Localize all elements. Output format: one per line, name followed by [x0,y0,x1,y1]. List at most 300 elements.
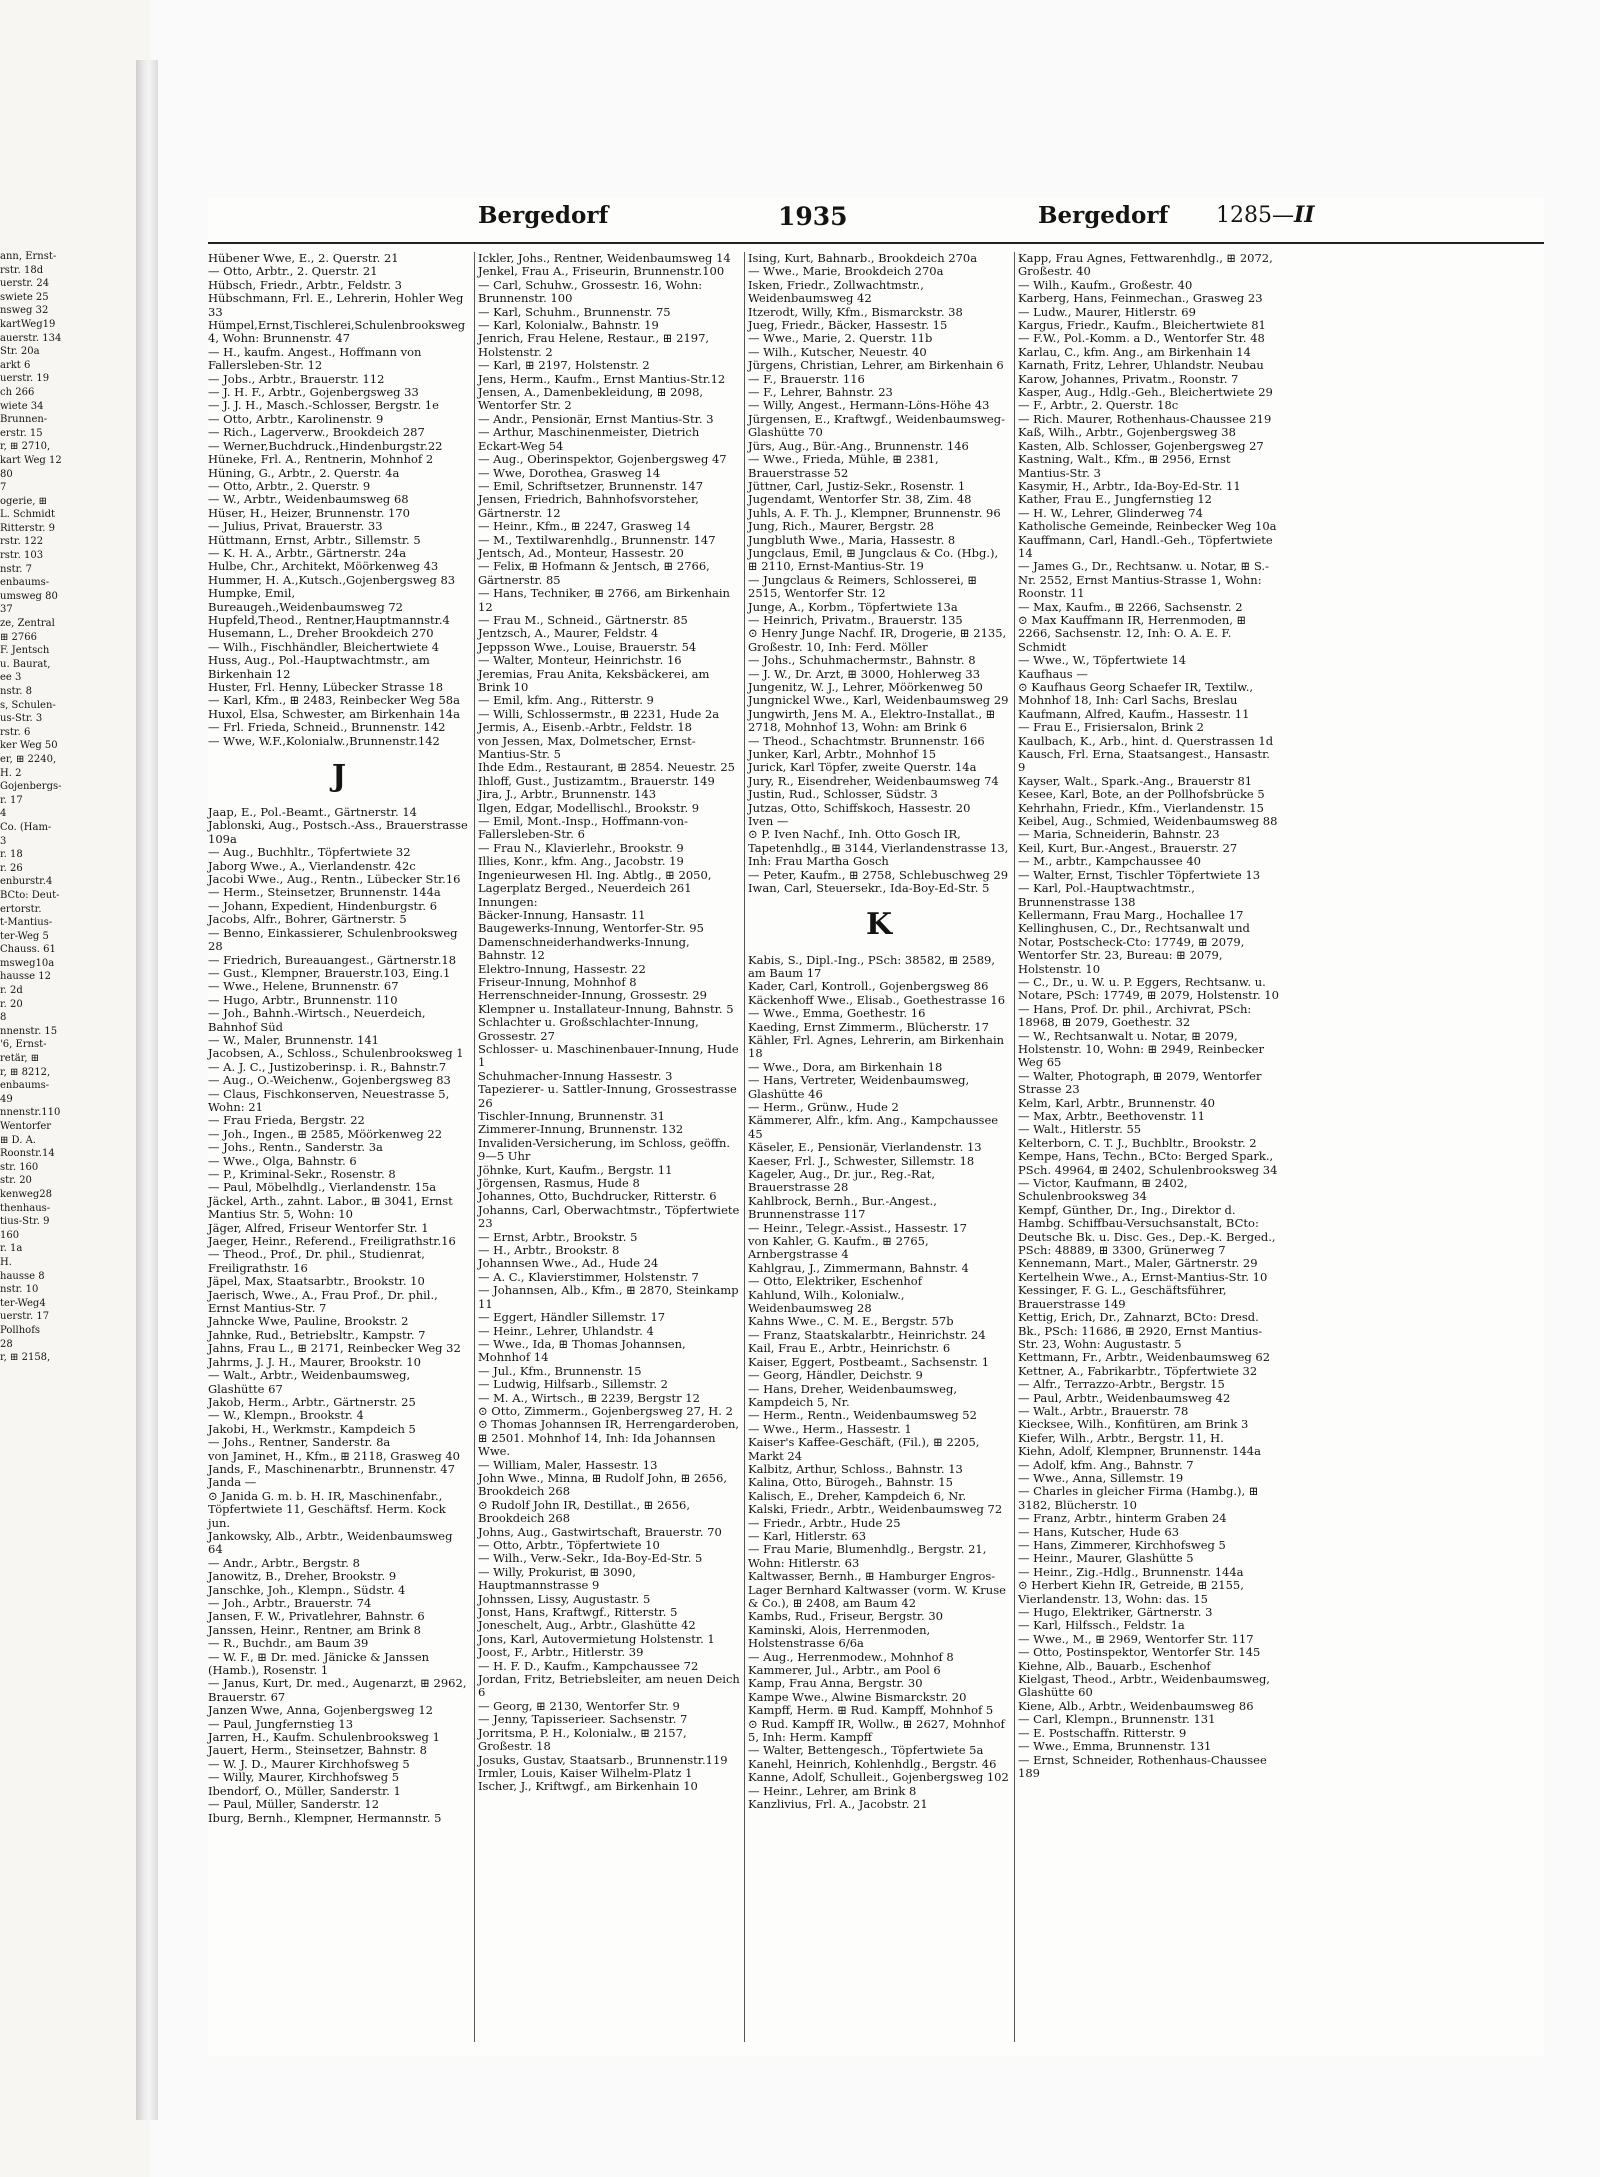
directory-entry: — Karl, Pol.-Hauptwachtmstr., Brunnenstrasse 138 [1018,881,1199,909]
directory-entry: — Johannsen, Alb., Kfm., ⊞ 2870, Steinkamp 11 [478,1283,743,1311]
directory-entry: — Johs., Rentn., Sanderstr. 3a [208,1140,383,1155]
directory-entry: — Otto, Arbtr., Karolinenstr. 9 [208,411,384,426]
directory-entry: Jansen, F. W., Privatlehrer, Bahnstr. 6 [208,1609,425,1624]
directory-entry: Hübschmann, Frl. E., Lehrerin, Hohler Weg 33 [208,291,468,319]
directory-entry: — Frau E., Frisiersalon, Brink 2 [1018,720,1204,735]
left-edge-line: Roonstr.14 [0,1148,55,1160]
directory-entry: — Walt., Arbtr., Weidenbaumsweg, Glashütte 67 [208,1368,414,1396]
left-edge-line: 28 [0,1338,13,1350]
directory-entry: Janschke, Joh., Klempn., Südstr. 4 [208,1582,406,1597]
directory-entry: — Ernst, Arbtr., Brookstr. 5 [478,1229,638,1244]
directory-entry: — Jenny, Tapisserieer. Sachsenstr. 7 [478,1712,688,1727]
directory-entry: — Heinr., Lehrer, Uhlandstr. 4 [478,1323,654,1338]
directory-entry: Jeremias, Frau Anita, Keksbäckerei, am Brink 10 [478,666,714,694]
directory-entry: Josuks, Gustav, Staatsarb., Brunnenstr.119 [478,1752,728,1767]
directory-entry: Justin, Rud., Schlosser, Südstr. 3 [748,787,938,802]
directory-entry: Ihloff, Gust., Justizamtm., Brauerstr. 149 [478,773,715,788]
left-edge-line: uerstr. 24 [0,278,50,290]
left-edge-line: L. Schmidt [0,509,55,521]
left-edge-line: rstr. 122 [0,536,44,548]
header-rule [208,242,1544,244]
directory-entry: — Hugo, Arbtr., Brunnenstr. 110 [208,992,398,1007]
directory-entry: — Karl, Kolonialw., Bahnstr. 19 [478,318,659,333]
directory-entry: Damenschneiderhandwerks-Innung, Bahnstr. 12 [478,934,694,963]
directory-entry: Jüttner, Carl, Justiz-Sekr., Rosenstr. 1 [748,478,966,493]
directory-entry: — Wilh., Verw.-Sekr., Ida-Boy-Ed-Str. 5 [478,1551,703,1566]
directory-entry: Kamp, Frau Anna, Bergstr. 30 [748,1676,923,1691]
directory-entry: Johannes, Otto, Buchdrucker, Ritterstr. 6 [478,1189,717,1204]
left-edge-line: str. 20 [0,1175,32,1187]
left-edge-line: thenhaus- [0,1202,51,1214]
left-edge-line: hausse 12 [0,971,51,983]
directory-entry: Kaufhaus — [1018,666,1088,681]
directory-entry: — W., Klempn., Brookstr. 4 [208,1408,364,1423]
directory-entry: Elektro-Innung, Hassestr. 22 [478,961,646,976]
directory-entry: — Benno, Einkassierer, Schulenbrooksweg 28 [208,925,462,954]
directory-entry: Jutzas, Otto, Schiffskoch, Hassestr. 20 [748,800,971,815]
directory-entry: — Frau Marie, Blumenhdlg., Bergstr. 21, Wohn: Hitlerstr. 63 [748,1542,991,1570]
directory-entry: Karlau, C., kfm. Ang., am Birkenhain 14 [1018,344,1251,359]
left-edge-line: umsweg 80 [0,590,58,602]
directory-entry: — Otto, Arbtr., Töpfertwiete 10 [478,1538,660,1552]
left-edge-line: r. 17 [0,794,23,806]
directory-entry: Jorritsma, P. H., Kolonialw., ⊞ 2157, Großestr. 18 [478,1725,691,1754]
directory-entry: Hüneke, Frl. A., Rentnerin, Mohnhof 2 [208,452,434,467]
left-edge-line: 7 [0,482,7,494]
directory-entry: — Hans, Zimmerer, Kirchhofsweg 5 [1018,1538,1226,1552]
directory-entry: — Willy, Maurer, Kirchhofsweg 5 [208,1770,400,1785]
directory-entry: Kayser, Walt., Spark.-Ang., Brauerstr 81 [1018,773,1253,788]
directory-entry: — H., Arbtr., Brookstr. 8 [478,1243,620,1258]
directory-entry: — P., Kriminal-Sekr., Rosenstr. 8 [208,1167,396,1181]
left-edge-line: r. 18 [0,849,23,861]
directory-entry: von Jessen, Max, Dolmetscher, Ernst-Mantius-Str. 5 [478,733,696,762]
directory-entry: — Frau N., Klavierlehr., Brookstr. 9 [478,840,684,855]
directory-entry: Kambs, Rud., Friseur, Bergstr. 30 [748,1609,943,1624]
directory-entry: Joost, F., Arbtr., Hitlerstr. 39 [478,1645,644,1660]
directory-entry: Jäger, Alfred, Friseur Wentorfer Str. 1 [208,1220,429,1235]
left-edge-line: ze, Zentral [0,618,55,630]
directory-entry: Keibel, Aug., Schmied, Weidenbaumsweg 88 [1018,814,1278,829]
directory-entry: Hümpel,Ernst,Tischlerei,Schulenbrooksweg 4, Wohn: Brunnenstr. 47 [208,318,469,346]
directory-entry: — A. C., Klavierstimmer, Holstenstr. 7 [478,1269,699,1284]
left-edge-line: hausse 8 [0,1270,45,1282]
directory-entry: Jugendamt, Wentorfer Str. 38, Zim. 48 [748,492,972,507]
directory-entry: — Wilh., Fischhändler, Bleichertwiete 4 [208,639,440,654]
column-divider [744,252,745,2042]
directory-entry: — Otto, Arbtr., 2. Querstr. 21 [208,264,378,279]
directory-entry: Hüttmann, Ernst, Arbtr., Sillemstr. 5 [208,532,421,547]
directory-entry: Schlosser- u. Maschinenbauer-Innung, Hude 1 [478,1041,743,1070]
directory-entry: — Wilh., Kutscher, Neuestr. 40 [748,344,927,359]
directory-entry: ⊙ P. Iven Nachf., Inh. Otto Gosch IR, Tapetenhdlg., ⊞ 3144, Vierlandenstrasse 13, Inh: Frau Martha Gosch [748,827,1012,869]
left-edge-line: nstr. 7 [0,563,32,575]
directory-entry: Innungen: [478,894,538,909]
directory-entry: Itzerodt, Willy, Kfm., Bismarckstr. 38 [748,304,963,319]
directory-entry: Jurick, Karl Töpfer, zweite Querstr. 14a [748,760,977,775]
directory-entry: — Joh., Ingen., ⊞ 2585, Möörkenweg 22 [208,1126,443,1141]
directory-entry: Hupfeld,Theod., Rentner,Hauptmannstr.4 [208,612,450,627]
directory-entry: Jürgensen, E., Kraftwgf., Weidenbaumsweg-Glashütte 70 [748,411,1005,440]
directory-entry: Kaß, Wilh., Arbtr., Gojenbergsweg 38 [1018,425,1236,440]
directory-entry: — Franz, Staatskalarbtr., Heinrichstr. 24 [748,1327,986,1342]
directory-entry: Kaiser's Kaffee-Geschäft, (Fil.), ⊞ 2205, Markt 24 [748,1435,984,1463]
left-edge-line: auerstr. 134 [0,332,62,344]
directory-entry: Kanne, Adolf, Schulleit., Gojenbergsweg 102 [748,1770,1009,1785]
directory-entry: — Walter, Monteur, Heinrichstr. 16 [478,653,682,668]
directory-entry: — Jul., Kfm., Brunnenstr. 15 [478,1363,642,1378]
directory-entry: Ilgen, Edgar, Modellischl., Brookstr. 9 [478,800,700,815]
directory-entry: Jahrms, J. J. H., Maurer, Brookstr. 10 [208,1354,421,1369]
directory-entry: Jacobs, Alfr., Bohrer, Gärtnerstr. 5 [208,912,407,927]
directory-entry: — Julius, Privat, Brauerstr. 33 [208,519,383,534]
directory-entry: Illies, Konr., kfm. Ang., Jacobstr. 19 [478,854,684,869]
directory-entry: — F., Brauerstr. 116 [748,371,865,386]
left-edge-line: r. 26 [0,862,23,874]
directory-entry: — A. J. C., Justizoberinsp. i. R., Bahnstr.7 [208,1059,447,1074]
directory-entry: — Hans, Prof. Dr. phil., Archivrat, PSch: 18968, ⊞ 2079, Goethestr. 32 [1018,1001,1255,1030]
left-edge-line: rstr. 18d [0,264,44,276]
directory-entry: — E. Postschaffn. Ritterstr. 9 [1018,1725,1187,1740]
directory-entry: Kahlund, Wilh., Kolonialw., Weidenbaumsweg 28 [748,1287,909,1316]
directory-entry: Kargus, Friedr., Kaufm., Bleichertwiete 81 [1018,318,1266,333]
left-edge-line: r. 20 [0,998,23,1010]
left-edge-line: 37 [0,604,13,616]
directory-entry: — Otto, Arbtr., 2. Querstr. 9 [208,478,371,493]
left-edge-line: nsweg 32 [0,305,49,317]
left-edge-line: H. [0,1256,12,1268]
directory-entry: Jands, F., Maschinenarbtr., Brunnenstr. 47 [208,1461,455,1476]
directory-entry: — W., Rechtsanwalt u. Notar, ⊞ 2079, Holstenstr. 10, Wohn: ⊞ 2949, Reinbecker Weg 65 [1018,1028,1268,1070]
directory-entry: Jenkel, Frau A., Friseurin, Brunnenstr.100 [478,264,725,279]
directory-entry: — Hans, Vertreter, Weidenbaumsweg, Glashütte 46 [748,1073,973,1101]
directory-entry: — Paul, Jungfernstieg 13 [208,1716,354,1731]
directory-entry: Janda — [208,1475,257,1490]
left-edge-line: t-Mantius- [0,917,53,929]
directory-entry: Jaborg Wwe., A., Vierlandenstr. 42c [208,858,416,873]
left-edge-line: ogerie, ⊞ [0,495,47,507]
directory-entry: Klempner u. Installateur-Innung, Bahnstr. 5 [478,1001,734,1016]
left-edge-line: kenweg28 [0,1188,53,1200]
directory-entry: — Theod., Schachtmstr. Brunnenstr. 166 [748,733,985,748]
directory-entry: Jentzsch, A., Maurer, Feldstr. 4 [478,626,659,641]
directory-entry: Jungnickel Wwe., Karl, Weidenbaumsweg 29 [748,693,1009,708]
left-edge-line: str. 160 [0,1161,39,1173]
directory-entry: — Wwe., Herm., Hassestr. 1 [748,1421,912,1436]
directory-entry: Kail, Frau E., Arbtr., Heinrichstr. 6 [748,1341,951,1356]
header-place-right: Bergedorf [1038,202,1169,229]
left-edge-line: Str. 20a [0,346,40,358]
directory-entry: — Wilh., Kaufm., Großestr. 40 [1018,277,1193,292]
directory-entry: Jueg, Friedr., Bäcker, Hassestr. 15 [748,318,948,333]
section-letter: K [865,906,893,942]
directory-entry: Isken, Friedr., Zollwachtmstr., Weidenbaumsweg 42 [748,277,928,306]
directory-entry: Jarren, H., Kaufm. Schulenbrooksweg 1 [208,1730,440,1745]
directory-entry: — Wwe., Marie, 2. Querstr. 11b [748,331,933,346]
directory-entry: — Hans, Techniker, ⊞ 2766, am Birkenhain 12 [478,586,734,614]
directory-entry: Jahnke, Rud., Betriebsltr., Kampstr. 7 [208,1327,426,1342]
directory-entry: Kahlbrock, Bernh., Bur.-Angest., Brunnenstrasse 117 [748,1193,941,1222]
left-edge-line: us-Str. 3 [0,713,43,725]
directory-entry: Kampe Wwe., Alwine Bismarckstr. 20 [748,1689,967,1704]
directory-entry: Jentsch, Ad., Monteur, Hassestr. 20 [478,545,684,560]
directory-entry: Jensen, Friedrich, Bahnhofsvorsteher, Gärtnerstr. 12 [478,492,703,520]
left-edge-line: uerstr. 19 [0,373,50,385]
left-edge-line: uerstr. 17 [0,1311,50,1323]
directory-entry: — Wwe., Emma, Goethestr. 16 [748,1006,926,1021]
left-edge-line: rstr. 103 [0,550,44,562]
directory-entry: — H. W., Lehrer, Glinderweg 74 [1018,505,1203,520]
directory-entry: — M., Textilwarenhdlg., Brunnenstr. 147 [478,532,716,547]
directory-entry: — James G., Dr., Rechtsanw. u. Notar, ⊞ S.-Nr. 2552, Ernst Mantius-Strasse 1, Wohn: Roonstr. 11 [1018,559,1269,601]
directory-entry: — Frl. Frieda, Schneid., Brunnenstr. 142 [208,720,446,735]
directory-entry: Iwan, Carl, Steuersekr., Ida-Boy-Ed-Str. 5 [748,881,990,896]
directory-entry: Jung, Rich., Maurer, Bergstr. 28 [748,519,934,534]
directory-entry: — F.W., Pol.-Komm. a D., Wentorfer Str. 48 [1018,331,1265,346]
directory-entry: — M., arbtr., Kampchaussee 40 [1018,854,1201,869]
left-edge-line: nstr. 8 [0,686,32,697]
directory-entry: Jury, R., Eisendreher, Weidenbaumsweg 74 [748,773,999,788]
page-header [208,198,1544,238]
directory-entry: Hüser, H., Heizer, Brunnenstr. 170 [208,505,411,520]
directory-entry: — Wwe., Anna, Sillemstr. 19 [1018,1470,1184,1485]
directory-entry: — Arthur, Maschinenmeister, Dietrich Eckart-Weg 54 [478,425,703,453]
directory-entry: Ickler, Johs., Rentner, Weidenbaumsweg 14 [478,251,731,265]
directory-entry: — Hans, Kutscher, Hude 63 [1018,1524,1180,1539]
directory-entry: — Frau Frieda, Bergstr. 22 [208,1113,365,1128]
column-1 [208,252,470,2052]
directory-entry: — K. H. A., Arbtr., Gärtnerstr. 24a [208,545,407,560]
directory-entry: — Aug., O.-Weichenw., Gojenbergsweg 83 [208,1073,451,1088]
directory-entry: — J. W., Dr. Arzt, ⊞ 3000, Hohlerweg 33 [748,666,981,681]
directory-entry: Kalina, Otto, Bürogeh., Bahnstr. 15 [748,1475,953,1490]
left-edge-line: ⊞ 2766 [0,631,38,643]
directory-entry: Kempf, Günther, Dr., Ing., Direktor d. Hambg. Schiffbau-Versuchsanstalt, BCto: Deutsche Bk. u. Disc. Ges., Dep.-K. Berged., PSch: 48889, ⊞ 3300, Grünerweg 7 [1018,1202,1280,1258]
directory-entry: Jensen, A., Damenbekleidung, ⊞ 2098, Wentorfer Str. 2 [478,385,707,413]
directory-entry: — Herm., Steinsetzer, Brunnenstr. 144a [208,885,441,900]
left-edge-line: 160 [0,1229,20,1241]
directory-entry: Bäcker-Innung, Hansastr. 11 [478,907,646,922]
directory-entry: Jablonski, Aug., Postsch.-Ass., Brauerstrasse 109a [208,818,472,846]
left-edge-line: kartWeg19 [0,318,56,330]
directory-entry: — Janus, Kurt, Dr. med., Augenarzt, ⊞ 2962, Brauerstr. 67 [208,1676,471,1704]
directory-entry: Kasten, Alb. Schlosser, Gojenbergsweg 27 [1018,438,1264,453]
directory-entry: — Walter, Ernst, Tischler Töpfertwiete 13 [1018,867,1261,882]
directory-entry: ⊙ Herbert Kiehn IR, Getreide, ⊞ 2155, Vierlandenstr. 13, Wohn: das. 15 [1018,1578,1248,1606]
directory-entry: Kalski, Friedr., Arbtr., Weidenbaumsweg 72 [748,1502,1003,1517]
directory-entry: John Wwe., Minna, ⊞ Rudolf John, ⊞ 2656, Brookdeich 268 [478,1470,731,1499]
directory-entry: Jaeger, Heinr., Referend., Freiligrathstr.16 [208,1234,456,1249]
directory-entry: ⊙ Henry Junge Nachf. IR, Drogerie, ⊞ 2135, Großestr. 10, Inh: Ferd. Möller [748,626,1010,654]
directory-entry: Kämmerer, Alfr., kfm. Ang., Kampchaussee 45 [748,1113,1002,1141]
left-edge-line: enbaums- [0,1080,50,1092]
directory-entry: Kielgast, Theod., Arbtr., Weidenbaumsweg, Glashütte 60 [1018,1672,1274,1700]
left-edge-line: ter-Weg 5 [0,930,49,942]
directory-entry: — Paul, Möbelhdlg., Vierlandenstr. 15a [208,1180,437,1195]
directory-entry: — Walter, Bettengesch., Töpfertwiete 5a [748,1743,984,1758]
left-edge-line: arkt 6 [0,359,31,371]
directory-entry: — Wwe., Helene, Brunnenstr. 67 [208,979,399,994]
directory-entry: Irmler, Louis, Kaiser Wilhelm-Platz 1 [478,1765,693,1780]
left-edge-line: Brunnen- [0,414,48,426]
directory-entry: — Peter, Kaufm., ⊞ 2758, Schlebuschweg 29 [748,867,1009,882]
directory-entry: Iven — [748,814,789,829]
left-edge-line: rstr. 6 [0,726,31,738]
directory-entry: — Jobs., Arbtr., Brauerstr. 112 [208,371,385,386]
directory-entry: Jungwirth, Jens M. A., Elektro-Installat., ⊞ 2718, Mohnhof 13, Wohn: am Brink 6 [748,706,1000,735]
directory-entry: — Otto, Elektriker, Eschenhof [748,1274,922,1289]
directory-entry: Johnssen, Lissy, Augustastr. 5 [478,1591,651,1606]
directory-entry: — Aug., Oberinspektor, Gojenbergsweg 47 [478,452,727,467]
left-edge-line: F. Jentsch [0,645,50,657]
directory-entry: — F., Lehrer, Bahnstr. 23 [748,385,893,400]
directory-entry: — Wwe., Frieda, Mühle, ⊞ 2381, Brauerstrasse 52 [748,452,943,480]
directory-entry: ⊙ Otto, Zimmerm., Gojenbergsweg 27, H. 2 [478,1403,733,1418]
directory-entry: Kader, Carl, Kontroll., Gojenbergsweg 86 [748,979,989,994]
directory-entry: — Herm., Grünw., Hude 2 [748,1099,899,1114]
directory-entry: Schuhmacher-Innung Hassestr. 3 [478,1068,673,1083]
directory-entry: Tapezierer- u. Sattler-Innung, Grossestrasse 26 [478,1082,741,1110]
directory-entry: Huster, Frl. Henny, Lübecker Strasse 18 [208,680,444,694]
directory-entry: Kellermann, Frau Marg., Hochallee 17 [1018,907,1244,922]
directory-entry: — Charles in gleicher Firma (Hambg.), ⊞ 3182, Blücherstr. 10 [1018,1484,1263,1512]
directory-entry: Herrenschneider-Innung, Grossestr. 29 [478,988,707,1003]
directory-entry: — Emil, Schriftsetzer, Brunnenstr. 147 [478,478,704,493]
directory-entry: — Emil, kfm. Ang., Ritterstr. 9 [478,693,654,708]
directory-entry: Juhls, A. F. Th. J., Klempner, Brunnenstr. 96 [748,505,1001,520]
directory-entry: — Paul, Arbtr., Weidenbaumsweg 42 [1018,1390,1231,1405]
directory-entry: Ischer, J., Kriftwgf., am Birkenhain 10 [478,1779,698,1794]
directory-entry: Kennemann, Mart., Maler, Gärtnerstr. 29 [1018,1256,1258,1271]
directory-entry: — Ernst, Schneider, Rothenhaus-Chaussee 189 [1018,1752,1271,1780]
directory-entry: — Friedr., Arbtr., Hude 25 [748,1515,901,1530]
directory-entry: Johannsen Wwe., Ad., Hude 24 [478,1256,659,1271]
directory-entry: Kabis, S., Dipl.-Ing., PSch: 38582, ⊞ 2589, am Baum 17 [748,952,999,980]
directory-entry: — Andr., Pensionär, Ernst Mantius-Str. 3 [478,411,714,426]
directory-entry: — Karl, Hilfssch., Feldstr. 1a [1018,1618,1185,1633]
left-edge-line: ch 266 [0,386,35,398]
directory-entry: — Wwe., Olga, Bahnstr. 6 [208,1153,357,1168]
directory-entry: Kammerer, Jul., Arbtr., am Pool 6 [748,1663,941,1678]
left-edge-line: er, ⊞ 2240, [0,753,57,765]
directory-entry: Humpke, Emil, Bureaugeh.,Weidenbaumsweg 72 [208,586,403,614]
left-edge-line: Wentorfer [0,1121,52,1132]
left-edge-line: enburstr.4 [0,876,53,888]
directory-entry: — J. H. F., Arbtr., Gojenbergsweg 33 [208,385,419,400]
directory-entry: Jörgensen, Rasmus, Hude 8 [478,1176,640,1191]
left-edge-line: 4 [0,808,7,820]
directory-entry: Kaeser, Frl. J., Schwester, Sillemstr. 18 [748,1153,975,1168]
directory-entry: — W., Maler, Brunnenstr. 141 [208,1032,379,1047]
directory-entry: Junker, Karl, Arbtr., Mohnhof 15 [748,747,937,762]
directory-entry: Kertelhein Wwe., A., Ernst-Mantius-Str. 10 [1018,1269,1268,1284]
directory-entry: — Franz, Arbtr., hinterm Graben 24 [1018,1511,1227,1526]
directory-entry: Kettner, A., Fabrikarbtr., Töpfertwiete 32 [1018,1363,1258,1378]
directory-entry: von Jaminet, H., Kfm., ⊞ 2118, Grasweg 40 [208,1448,461,1463]
directory-entry: Käseler, E., Pensionär, Vierlandenstr. 13 [748,1140,982,1155]
left-edge-line: 8 [0,1012,7,1024]
directory-entry: — Johs., Schuhmachermstr., Bahnstr. 8 [748,653,976,668]
directory-entry: — Claus, Fischkonserven, Neuestrasse 5, Wohn: 21 [208,1086,453,1114]
directory-entry: — J. J. H., Masch.-Schlosser, Bergstr. 1e [208,398,439,413]
directory-entry: — Heinrich, Privatm., Brauerstr. 135 [748,612,963,627]
directory-page [208,198,1544,2056]
directory-entry: Schlachter u. Großschlachter-Innung, Grossestr. 27 [478,1015,703,1043]
directory-entry: Jeppsson Wwe., Louise, Brauerstr. 54 [478,639,697,654]
directory-entry: Kettig, Erich, Dr., Zahnarzt, BCto: Dresd. Bk., PSch: 11686, ⊞ 2920, Ernst Mantius-Str. 23, Wohn: Augustastr. 5 [1018,1310,1263,1351]
directory-entry: ⊙ Rudolf John IR, Destillat., ⊞ 2656, Brookdeich 268 [478,1497,694,1526]
directory-entry: ⊙ Kaufhaus Georg Schaefer IR, Textilw., Mohnhof 18, Inh: Carl Sachs, Breslau [1018,680,1257,708]
directory-entry: Kaminski, Alois, Herrenmoden, Holstenstrasse 6/6a [748,1622,934,1651]
directory-entry: Jordan, Fritz, Betriebsleiter, am neuen Deich 6 [478,1672,744,1700]
directory-entry: Johanns, Carl, Oberwachtmstr., Töpfertwiete 23 [478,1202,743,1231]
directory-entry: Jaap, E., Pol.-Beamt., Gärtnerstr. 14 [208,805,417,820]
directory-entry: Ising, Kurt, Bahnarb., Brookdeich 270a [748,251,978,265]
directory-entry: Kaltwasser, Bernh., ⊞ Hamburger Engros-Lager Bernhard Kaltwasser (vorm. W. Kruse & Co.), ⊞ 2408, am Baum 42 [748,1569,1010,1610]
left-edge-line: ee 3 [0,672,22,684]
left-edge-line: ⊞ D. A. [0,1134,36,1146]
directory-entry: — Karl, Schuhm., Brunnenstr. 75 [478,304,671,319]
column-3 [748,252,1010,2052]
directory-entry: Kasymir, H., Arbtr., Ida-Boy-Ed-Str. 11 [1018,478,1241,493]
directory-entry: Kauffmann, Carl, Handl.-Geh., Töpfertwiete 14 [1018,532,1277,560]
directory-entry: — Hans, Dreher, Weidenbaumsweg, Kampdeich 5, Nr. [748,1381,961,1409]
directory-entry: Ingenieurwesen Hl. Ing. Abtlg., ⊞ 2050, Lagerplatz Berged., Neuerdeich 261 [478,867,716,896]
directory-entry: Kehrhahn, Friedr., Kfm., Vierlandenstr. 15 [1018,800,1264,815]
directory-entry: Kapp, Frau Agnes, Fettwarenhdlg., ⊞ 2072, Großestr. 40 [1018,251,1277,279]
directory-entry: ⊙ Thomas Johannsen IR, Herrengarderoben, ⊞ 2501. Mohnhof 14, Inh: Ida Johannsen Wwe. [478,1417,743,1459]
directory-entry: — Wwe., Emma, Brunnenstr. 131 [1018,1739,1212,1754]
left-edge-line: enbaums- [0,577,50,589]
left-edge-line: r, ⊞ 2710, [0,441,51,453]
directory-entry: Kiehn, Adolf, Klempner, Brunnenstr. 144a [1018,1444,1261,1459]
directory-entry: Jankowsky, Alb., Arbtr., Weidenbaumsweg 64 [208,1528,457,1557]
directory-entry: Jürs, Aug., Bür.-Ang., Brunnenstr. 146 [748,438,969,453]
directory-entry: Jaerisch, Wwe., A., Frau Prof., Dr. phil., Ernst Mantius-Str. 7 [208,1287,442,1316]
directory-entry: — M. A., Wirtsch., ⊞ 2239, Bergstr 12 [478,1390,700,1405]
directory-entry: — Wwe., Marie, Brookdeich 270a [748,264,944,279]
directory-entry: Janzen Wwe, Anna, Gojenbergsweg 12 [208,1703,433,1718]
directory-entry: — Otto, Postinspektor, Wentorfer Str. 145 [1018,1645,1261,1660]
header-year: 1935 [778,202,848,231]
directory-entry: Hübsch, Friedr., Arbtr., Feldstr. 3 [208,277,402,292]
left-edge-line: erstr. 15 [0,427,43,439]
directory-entry: Jakob, Herm., Arbtr., Gärtnerstr. 25 [208,1394,416,1409]
left-edge-line: r. 2d [0,985,23,997]
directory-entry: — H., kaufm. Angest., Hoffmann von Fallersleben-Str. 12 [208,344,426,373]
directory-entry: — Adolf, kfm. Ang., Bahnstr. 7 [1018,1457,1194,1472]
directory-entry: — Wwe., M., ⊞ 2969, Wentorfer Str. 117 [1018,1631,1254,1646]
directory-entry: Jermis, A., Eisenb.-Arbtr., Feldstr. 18 [478,720,692,735]
directory-entry: Jahns, Frau L., ⊞ 2171, Reinbecker Weg 32 [208,1341,461,1356]
left-edge-line: wiete 34 [0,400,44,412]
directory-entry: — Hugo, Elektriker, Gärtnerstr. 3 [1018,1605,1213,1620]
page-number-prefix: 1285— [1216,203,1294,228]
column-divider [474,252,475,2042]
directory-entry: ⊙ Max Kauffmann IR, Herrenmoden, ⊞ 2266, Sachsenstr. 12, Inh: O. A. E. F. Schmidt [1018,612,1250,654]
directory-entry: Kanzlivius, Frl. A., Jacobstr. 21 [748,1797,928,1812]
directory-entry: Kalisch, E., Dreher, Kampdeich 6, Nr. [748,1488,967,1503]
left-page-edge [0,0,150,2177]
directory-entry: — Alfr., Terrazzo-Arbtr., Bergstr. 15 [1018,1377,1225,1392]
directory-entry: Ibendorf, O., Müller, Sanderstr. 1 [208,1783,401,1798]
directory-entry: Junge, A., Korbm., Töpfertwiete 13a [748,599,958,614]
directory-entry: Jungbluth Wwe., Maria, Hassestr. 8 [748,532,956,547]
directory-entry: — Victor, Kaufmann, ⊞ 2402, Schulenbrooksweg 34 [1018,1176,1192,1204]
directory-entry: — Eggert, Händler Sillemstr. 17 [478,1310,666,1325]
column-divider [1014,252,1015,2042]
directory-entry: Invaliden-Versicherung, im Schloss, geöffn. 9—5 Uhr [478,1135,734,1164]
